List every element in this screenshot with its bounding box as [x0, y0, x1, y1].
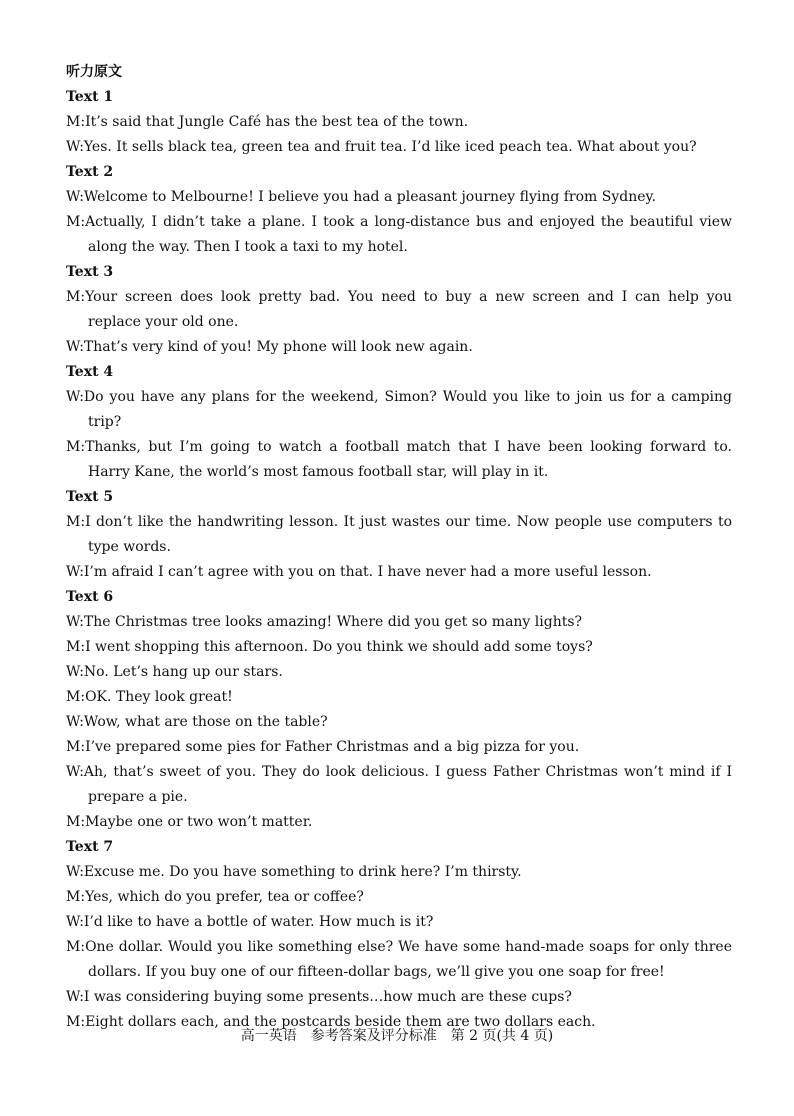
- dialogue-line: [66, 985, 732, 1010]
- dialogue-line: [66, 110, 732, 135]
- speaker-separator: :: [79, 914, 84, 930]
- speaker-separator: :: [80, 439, 86, 455]
- speaker-tag: M: [66, 114, 81, 130]
- speaker-tag: W: [66, 139, 80, 155]
- speaker-separator: :: [79, 614, 84, 630]
- dialogue-text: Eight dollars each, and the postcards beside them are two dollars each.: [85, 1014, 596, 1030]
- speaker-separator: :: [79, 339, 84, 355]
- speaker-separator: :: [80, 114, 86, 130]
- dialogue-line: [66, 885, 732, 910]
- dialogue-text: The Christmas tree looks amazing! Where did you get so many lights?: [83, 614, 583, 630]
- dialogue-line: [66, 210, 732, 260]
- dialogue-text: No. Let’s hang up our stars.: [83, 664, 283, 680]
- dialogue-line: [66, 810, 732, 835]
- dialogue-text: Yes, which do you prefer, tea or coffee?: [85, 889, 364, 905]
- dialogue-line: [66, 710, 732, 735]
- speaker-tag: M: [66, 514, 81, 530]
- dialogue-text: Yes. It sells black tea, green tea and fruit tea. I’d like iced peach tea. What about you?: [83, 139, 697, 155]
- text-label: Text 2: [66, 164, 114, 180]
- speaker-tag: W: [66, 189, 80, 205]
- speaker-separator: :: [79, 664, 84, 680]
- dialogue-line: [66, 735, 732, 760]
- speaker-separator: :: [79, 764, 84, 780]
- dialogue-line: [66, 510, 732, 560]
- speaker-separator: :: [79, 189, 84, 205]
- speaker-separator: :: [79, 564, 84, 580]
- speaker-separator: :: [80, 514, 86, 530]
- speaker-separator: :: [80, 1014, 86, 1030]
- dialogue-text: Excuse me. Do you have something to drink here? I’m thirsty.: [83, 864, 522, 880]
- speaker-tag: W: [66, 914, 80, 930]
- page-footer: 高一英语 参考答案及评分标准 第 2 页(共 4 页): [240, 1028, 554, 1044]
- speaker-tag: W: [66, 989, 80, 1005]
- speaker-tag: M: [66, 289, 81, 305]
- speaker-separator: :: [80, 889, 86, 905]
- speaker-tag: W: [66, 714, 80, 730]
- dialogue-line: [66, 635, 732, 660]
- text-label: Text 4: [66, 364, 114, 380]
- speaker-separator: :: [80, 814, 86, 830]
- speaker-tag: M: [66, 214, 81, 230]
- speaker-tag: M: [66, 689, 81, 705]
- dialogue-line: [66, 285, 732, 335]
- dialogue-text: Ah, that’s sweet of you. They do look delicious. I guess Father Christmas won’t mind if I prepare a pie.: [83, 764, 732, 805]
- dialogue-line: [66, 435, 732, 485]
- speaker-tag: M: [66, 739, 81, 755]
- text-label: Text 1: [66, 89, 114, 105]
- speaker-separator: :: [79, 389, 84, 405]
- speaker-separator: :: [80, 939, 86, 955]
- speaker-tag: W: [66, 764, 80, 780]
- speaker-tag: M: [66, 439, 81, 455]
- dialogue-text: Wow, what are those on the table?: [83, 714, 328, 730]
- speaker-tag: W: [66, 564, 80, 580]
- speaker-tag: M: [66, 639, 81, 655]
- dialogue-text: Maybe one or two won’t matter.: [85, 814, 313, 830]
- dialogue-text: I’m afraid I can’t agree with you on that. I have never had a more useful lesson.: [83, 564, 652, 580]
- speaker-tag: W: [66, 664, 80, 680]
- text-label: Text 6: [66, 589, 114, 605]
- section-title: 听力原文: [66, 64, 122, 80]
- speaker-separator: :: [80, 289, 86, 305]
- dialogue-text: I don’t like the handwriting lesson. It just wastes our time. Now people use computers to type words.: [85, 514, 732, 555]
- speaker-separator: :: [79, 989, 84, 1005]
- speaker-separator: :: [80, 739, 86, 755]
- dialogue-line: [66, 860, 732, 885]
- dialogue-text: OK. They look great!: [85, 689, 233, 705]
- dialogue-line: [66, 660, 732, 685]
- dialogue-line: [66, 560, 732, 585]
- dialogue-text: One dollar. Would you like something else? We have some hand-made soaps for only three dollars. If you buy one of our fifteen-dollar bags, we’ll give you one soap for free!: [85, 939, 732, 980]
- speaker-separator: :: [79, 139, 84, 155]
- speaker-separator: :: [79, 714, 84, 730]
- dialogue-text: Your screen does look pretty bad. You need to buy a new screen and I can help you replace your old one.: [85, 289, 732, 330]
- speaker-tag: W: [66, 389, 80, 405]
- speaker-tag: M: [66, 814, 81, 830]
- document-body: [66, 60, 732, 1035]
- dialogue-line: [66, 610, 732, 635]
- text-label: Text 5: [66, 489, 114, 505]
- speaker-tag: M: [66, 889, 81, 905]
- speaker-tag: M: [66, 939, 81, 955]
- dialogue-text: I went shopping this afternoon. Do you think we should add some toys?: [85, 639, 593, 655]
- speaker-tag: W: [66, 339, 80, 355]
- dialogue-line: [66, 910, 732, 935]
- dialogue-text: It’s said that Jungle Café has the best tea of the town.: [85, 114, 469, 130]
- text-label: Text 3: [66, 264, 114, 280]
- dialogue-text: Welcome to Melbourne! I believe you had a pleasant journey flying from Sydney.: [83, 189, 657, 205]
- dialogue-line: [66, 935, 732, 985]
- dialogue-text: I’d like to have a bottle of water. How much is it?: [83, 914, 434, 930]
- dialogue-line: [66, 385, 732, 435]
- speaker-separator: :: [80, 639, 86, 655]
- speaker-separator: :: [80, 214, 86, 230]
- dialogue-text: I was considering buying some presents…how much are these cups?: [83, 989, 572, 1005]
- text-label: Text 7: [66, 839, 114, 855]
- dialogue-line: [66, 685, 732, 710]
- dialogue-line: [66, 135, 732, 160]
- dialogue-text: That’s very kind of you! My phone will look new again.: [83, 339, 473, 355]
- dialogue-line: [66, 335, 732, 360]
- transcript-list: [66, 85, 732, 1035]
- dialogue-text: Actually, I didn’t take a plane. I took a long-distance bus and enjoyed the beautiful view along the way. Then I took a taxi to my hotel.: [85, 214, 732, 255]
- dialogue-text: I’ve prepared some pies for Father Christmas and a big pizza for you.: [85, 739, 580, 755]
- speaker-tag: W: [66, 864, 80, 880]
- speaker-separator: :: [79, 864, 84, 880]
- speaker-tag: M: [66, 1014, 81, 1030]
- dialogue-line: [66, 185, 732, 210]
- speaker-separator: :: [80, 689, 86, 705]
- speaker-tag: W: [66, 614, 80, 630]
- dialogue-text: Do you have any plans for the weekend, Simon? Would you like to join us for a camping trip?: [83, 389, 732, 430]
- dialogue-line: [66, 760, 732, 810]
- dialogue-text: Thanks, but I’m going to watch a football match that I have been looking forward to. Harry Kane, the world’s most famous football star, will play in it.: [85, 439, 732, 480]
